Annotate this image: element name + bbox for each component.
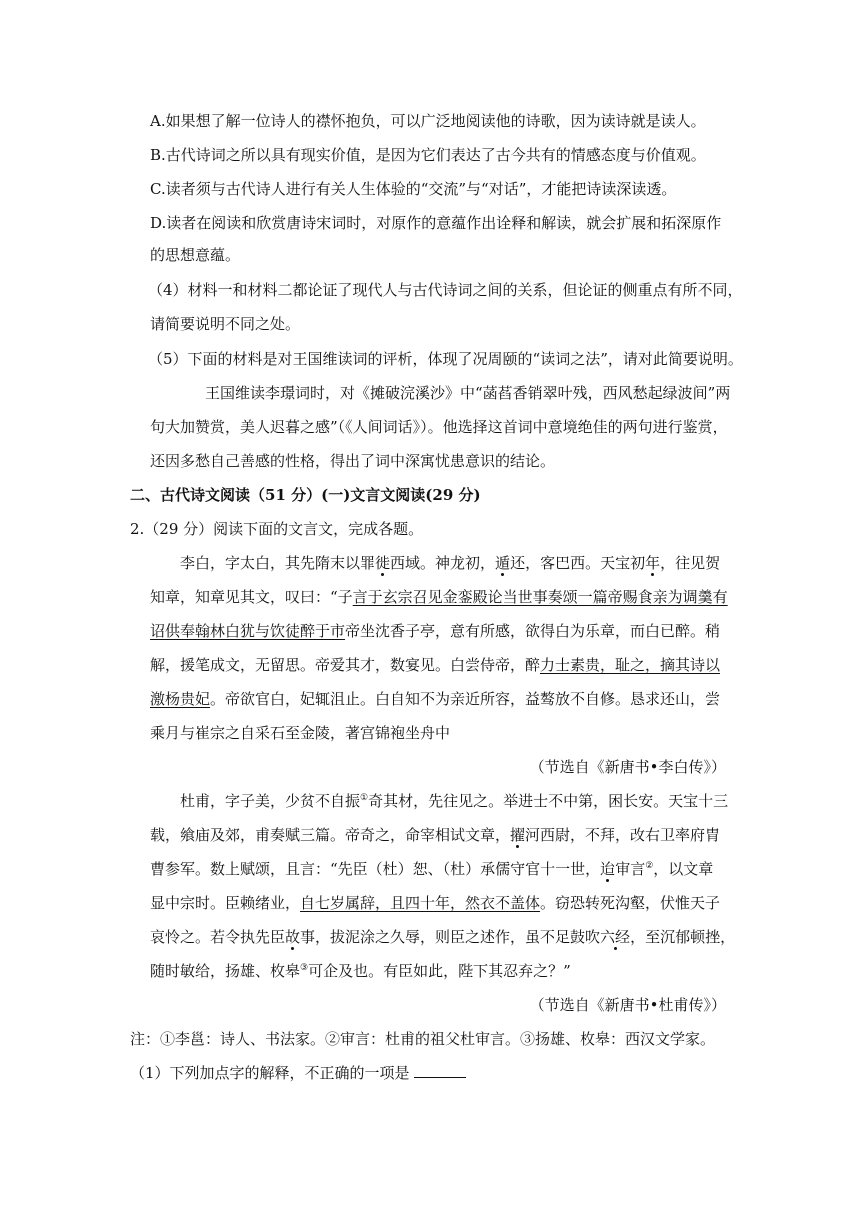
question-2-intro: 2.（29 分）阅读下面的文言文，完成各题。 bbox=[130, 520, 424, 538]
option-c: C.读者须与古代诗人进行有关人生体验的“交流”与“对话”，才能把诗读深读透。 bbox=[150, 180, 677, 198]
dotted-char: 擢 bbox=[510, 826, 526, 844]
underlined-sentence: 自七岁属辞，且四十年，然衣不盖体 bbox=[300, 894, 541, 912]
question-5-line1: （5）下面的材料是对王国维读词的评析，体现了况周颐的“读词之法”，请对此简要说明。 bbox=[148, 350, 743, 368]
dotted-char: 遁 bbox=[495, 554, 511, 572]
libai-line4: 解，援笔成文，无留思。帝爱其才，数宴见。白尝侍帝，醉力士素贵，耻之，摘其诗以 bbox=[150, 656, 721, 674]
libai-source: （节选自《新唐书•李白传》） bbox=[529, 758, 726, 776]
libai-line1: 李白，字太白，其先隋末以罪徙西域。神龙初，遁还，客巴西。天宝初年，往见贺 bbox=[180, 554, 721, 572]
underlined-sentence: 诏供奉翰林白犹与饮徒醉于市 bbox=[150, 622, 346, 640]
underlined-sentence: 力士素贵，耻之，摘其诗以 bbox=[540, 656, 721, 674]
dufu-line4: 显中宗时。臣赖绪业，自七岁属辞，且四十年，然衣不盖体。窃恐转死沟壑，伏惟天子 bbox=[150, 894, 721, 912]
footnote-marker: ① bbox=[360, 793, 369, 803]
option-b: B.古代诗词之所以具有现实价值，是因为它们表达了古今共有的情感态度与价值观。 bbox=[150, 146, 706, 164]
dufu-source: （节选自《新唐书•杜甫传》） bbox=[529, 996, 726, 1014]
question-5-material-line3: 还因多愁自己善感的性格，得出了词中深寓忧患意识的结论。 bbox=[150, 452, 556, 470]
underlined-sentence: 激杨贵妃 bbox=[150, 690, 211, 708]
dotted-char: 年 bbox=[645, 554, 661, 572]
libai-line6: 乘月与崔宗之自采石至金陵，著宫锦袍坐舟中 bbox=[150, 724, 451, 742]
question-4-line1: （4）材料一和材料二都论证了现代人与古代诗词之间的关系，但论证的侧重点有所不同， bbox=[148, 281, 743, 299]
question-5-material-line1: 王国维读李璟词时，对《摊破浣溪沙》中“菡萏香销翠叶残，西风愁起绿波间”两 bbox=[205, 384, 731, 402]
question-1: （1）下列加点字的解释，不正确的一项是 bbox=[130, 1063, 710, 1083]
option-d-line1: D.读者在阅读和欣赏唐诗宋词时，对原作的意蕴作出诠释和解读，就会扩展和拓深原作 bbox=[150, 214, 722, 232]
dotted-char: 徙 bbox=[375, 554, 391, 572]
dotted-char: 迨 bbox=[600, 860, 616, 878]
option-d-line2: 的思想意蕴。 bbox=[150, 246, 241, 264]
dufu-line3: 曹参军。数上赋颂，且言：“先臣（杜）恕、（杜）承儒守官十一世，迨审言②，以文章 bbox=[150, 860, 714, 878]
footnotes: 注：①李邕：诗人、书法家。②审言：杜甫的祖父杜审言。③扬雄、枚皋：西汉文学家。 bbox=[130, 1030, 716, 1048]
question-5-material-line2: 句大加赞赏，美人迟暮之感”（《人间词话》）。他选择这首词中意境绝佳的两句进行鉴赏， bbox=[150, 418, 728, 436]
footnote-marker: ② bbox=[645, 861, 654, 871]
option-a: A.如果想了解一位诗人的襟怀抱负，可以广泛地阅读他的诗歌，因为读诗就是读人。 bbox=[150, 112, 706, 130]
libai-line5: 激杨贵妃。帝欲官白，妃辄沮止。白自知不为亲近所容，益骜放不自修。恳求还山，尝 bbox=[150, 690, 721, 708]
dufu-line5: 哀怜之。若令执先臣故事，拔泥涂之久辱，则臣之述作，虽不足鼓吹六经，至沉郁顿挫， bbox=[150, 928, 736, 946]
underlined-sentence: 言于玄宗召见金銮殿论当世事奏颂一篇帝赐食亲为调羹有 bbox=[352, 588, 728, 606]
dufu-line1: 杜甫，字子美，少贫不自振①奇其材，先往见之。举进士不中第，困长安。天宝十三 bbox=[180, 792, 729, 810]
libai-line2: 知章，知章见其文，叹曰：“子言于玄宗召见金銮殿论当世事奏颂一篇帝赐食亲为调羹有 bbox=[150, 588, 728, 606]
answer-blank[interactable] bbox=[414, 1063, 466, 1078]
dufu-line2: 载，飨庙及郊，甫奏赋三篇。帝奇之，命宰相试文章，擢河西尉，不拜，改右卫率府胄 bbox=[150, 826, 721, 844]
dotted-char: 六经 bbox=[600, 928, 631, 946]
libai-line3: 诏供奉翰林白犹与饮徒醉于市帝坐沈香子亭，意有所感，欲得白为乐章，而白已醉。稍 bbox=[150, 622, 721, 640]
section-title: 二、古代诗文阅读（51 分）(一)文言文阅读(29 分) bbox=[130, 486, 481, 504]
dufu-line6: 随时敏给，扬雄、枚皋③可企及也。有臣如此，陛下其忍弃之？” bbox=[150, 962, 571, 980]
question-4-line2: 请简要说明不同之处。 bbox=[150, 315, 301, 333]
footnote-marker: ③ bbox=[300, 963, 309, 973]
dotted-char: 故 bbox=[285, 928, 301, 946]
